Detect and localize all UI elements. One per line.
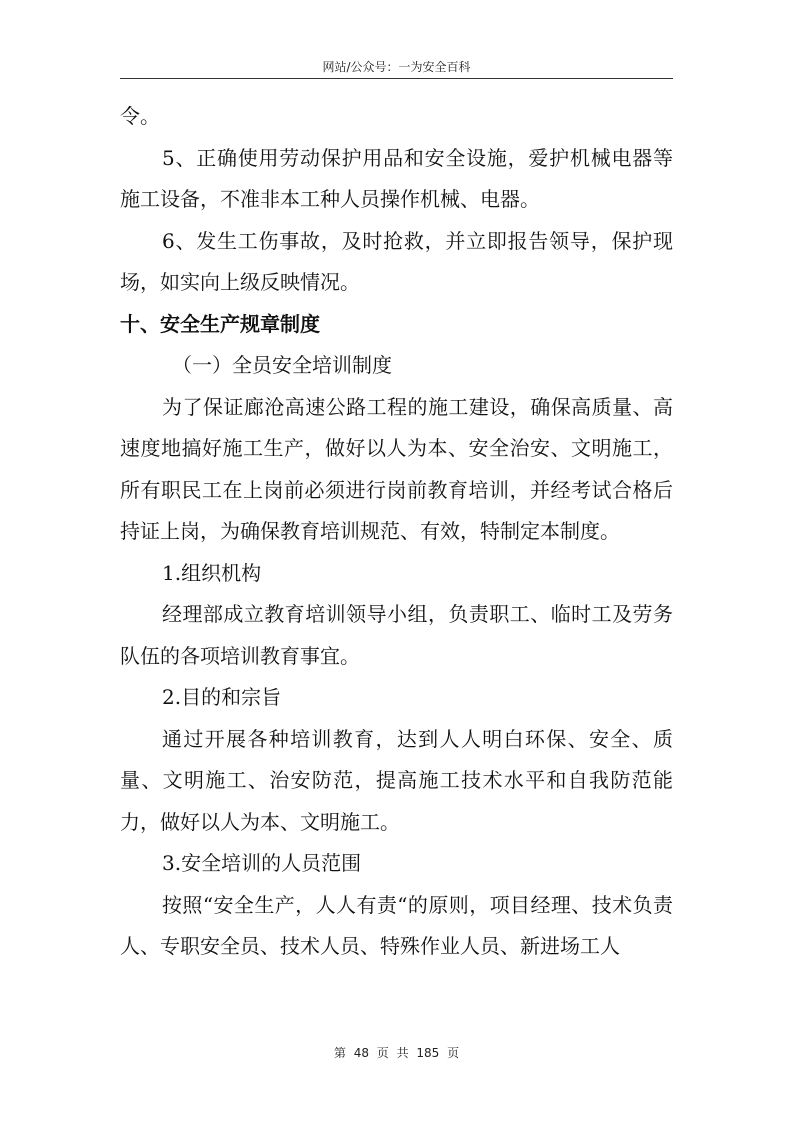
paragraph-organization: 经理部成立教育培训领导小组，负责职工、临时工及劳务队伍的各项培训教育事宜。 <box>120 602 673 668</box>
paragraph-purpose: 通过开展各种培训教育，达到人人明白环保、安全、质量、文明施工、治安防范，提高施工技术水平和自我防范能力，做好以人为本、文明施工。 <box>120 726 673 834</box>
subsection-heading: （一）全员安全培训制度 <box>172 353 392 377</box>
paragraph-item-5: 5、正确使用劳动保护用品和安全设施，爱护机械电器等施工设备，不准非本工种人员操作机械、电器。 <box>120 145 673 211</box>
item-heading-3: 3.安全培训的人员范围 <box>162 851 362 875</box>
item-heading-2: 2.目的和宗旨 <box>162 685 282 709</box>
header-divider <box>120 78 673 79</box>
paragraph-intro: 为了保证廊沧高速公路工程的施工建设，确保高质量、高速度地搞好施工生产，做好以人为本、安全治安、文明施工，所有职民工在上岗前必须进行岗前教育培训，并经考试合格后持证上岗，为确保教育培训规范、有效，特制定本制度。 <box>120 394 673 543</box>
paragraph-scope: 按照“安全生产，人人有责“的原则，项目经理、技术负责人、专职安全员、技术人员、特殊作业人员、新进场工人 <box>120 892 673 958</box>
paragraph-continuation: 令。 <box>120 104 160 128</box>
paragraph-item-6: 6、发生工伤事故，及时抢救，并立即报告领导，保护现场，如实向上级反映情况。 <box>120 228 673 294</box>
section-heading: 十、安全生产规章制度 <box>120 311 320 336</box>
page-footer: 第 48 页 共 185 页 <box>333 1046 460 1060</box>
document-body <box>120 96 673 968</box>
item-heading-1: 1.组织机构 <box>162 560 262 585</box>
page-header: 网站/公众号：一为安全百科 <box>322 60 471 74</box>
